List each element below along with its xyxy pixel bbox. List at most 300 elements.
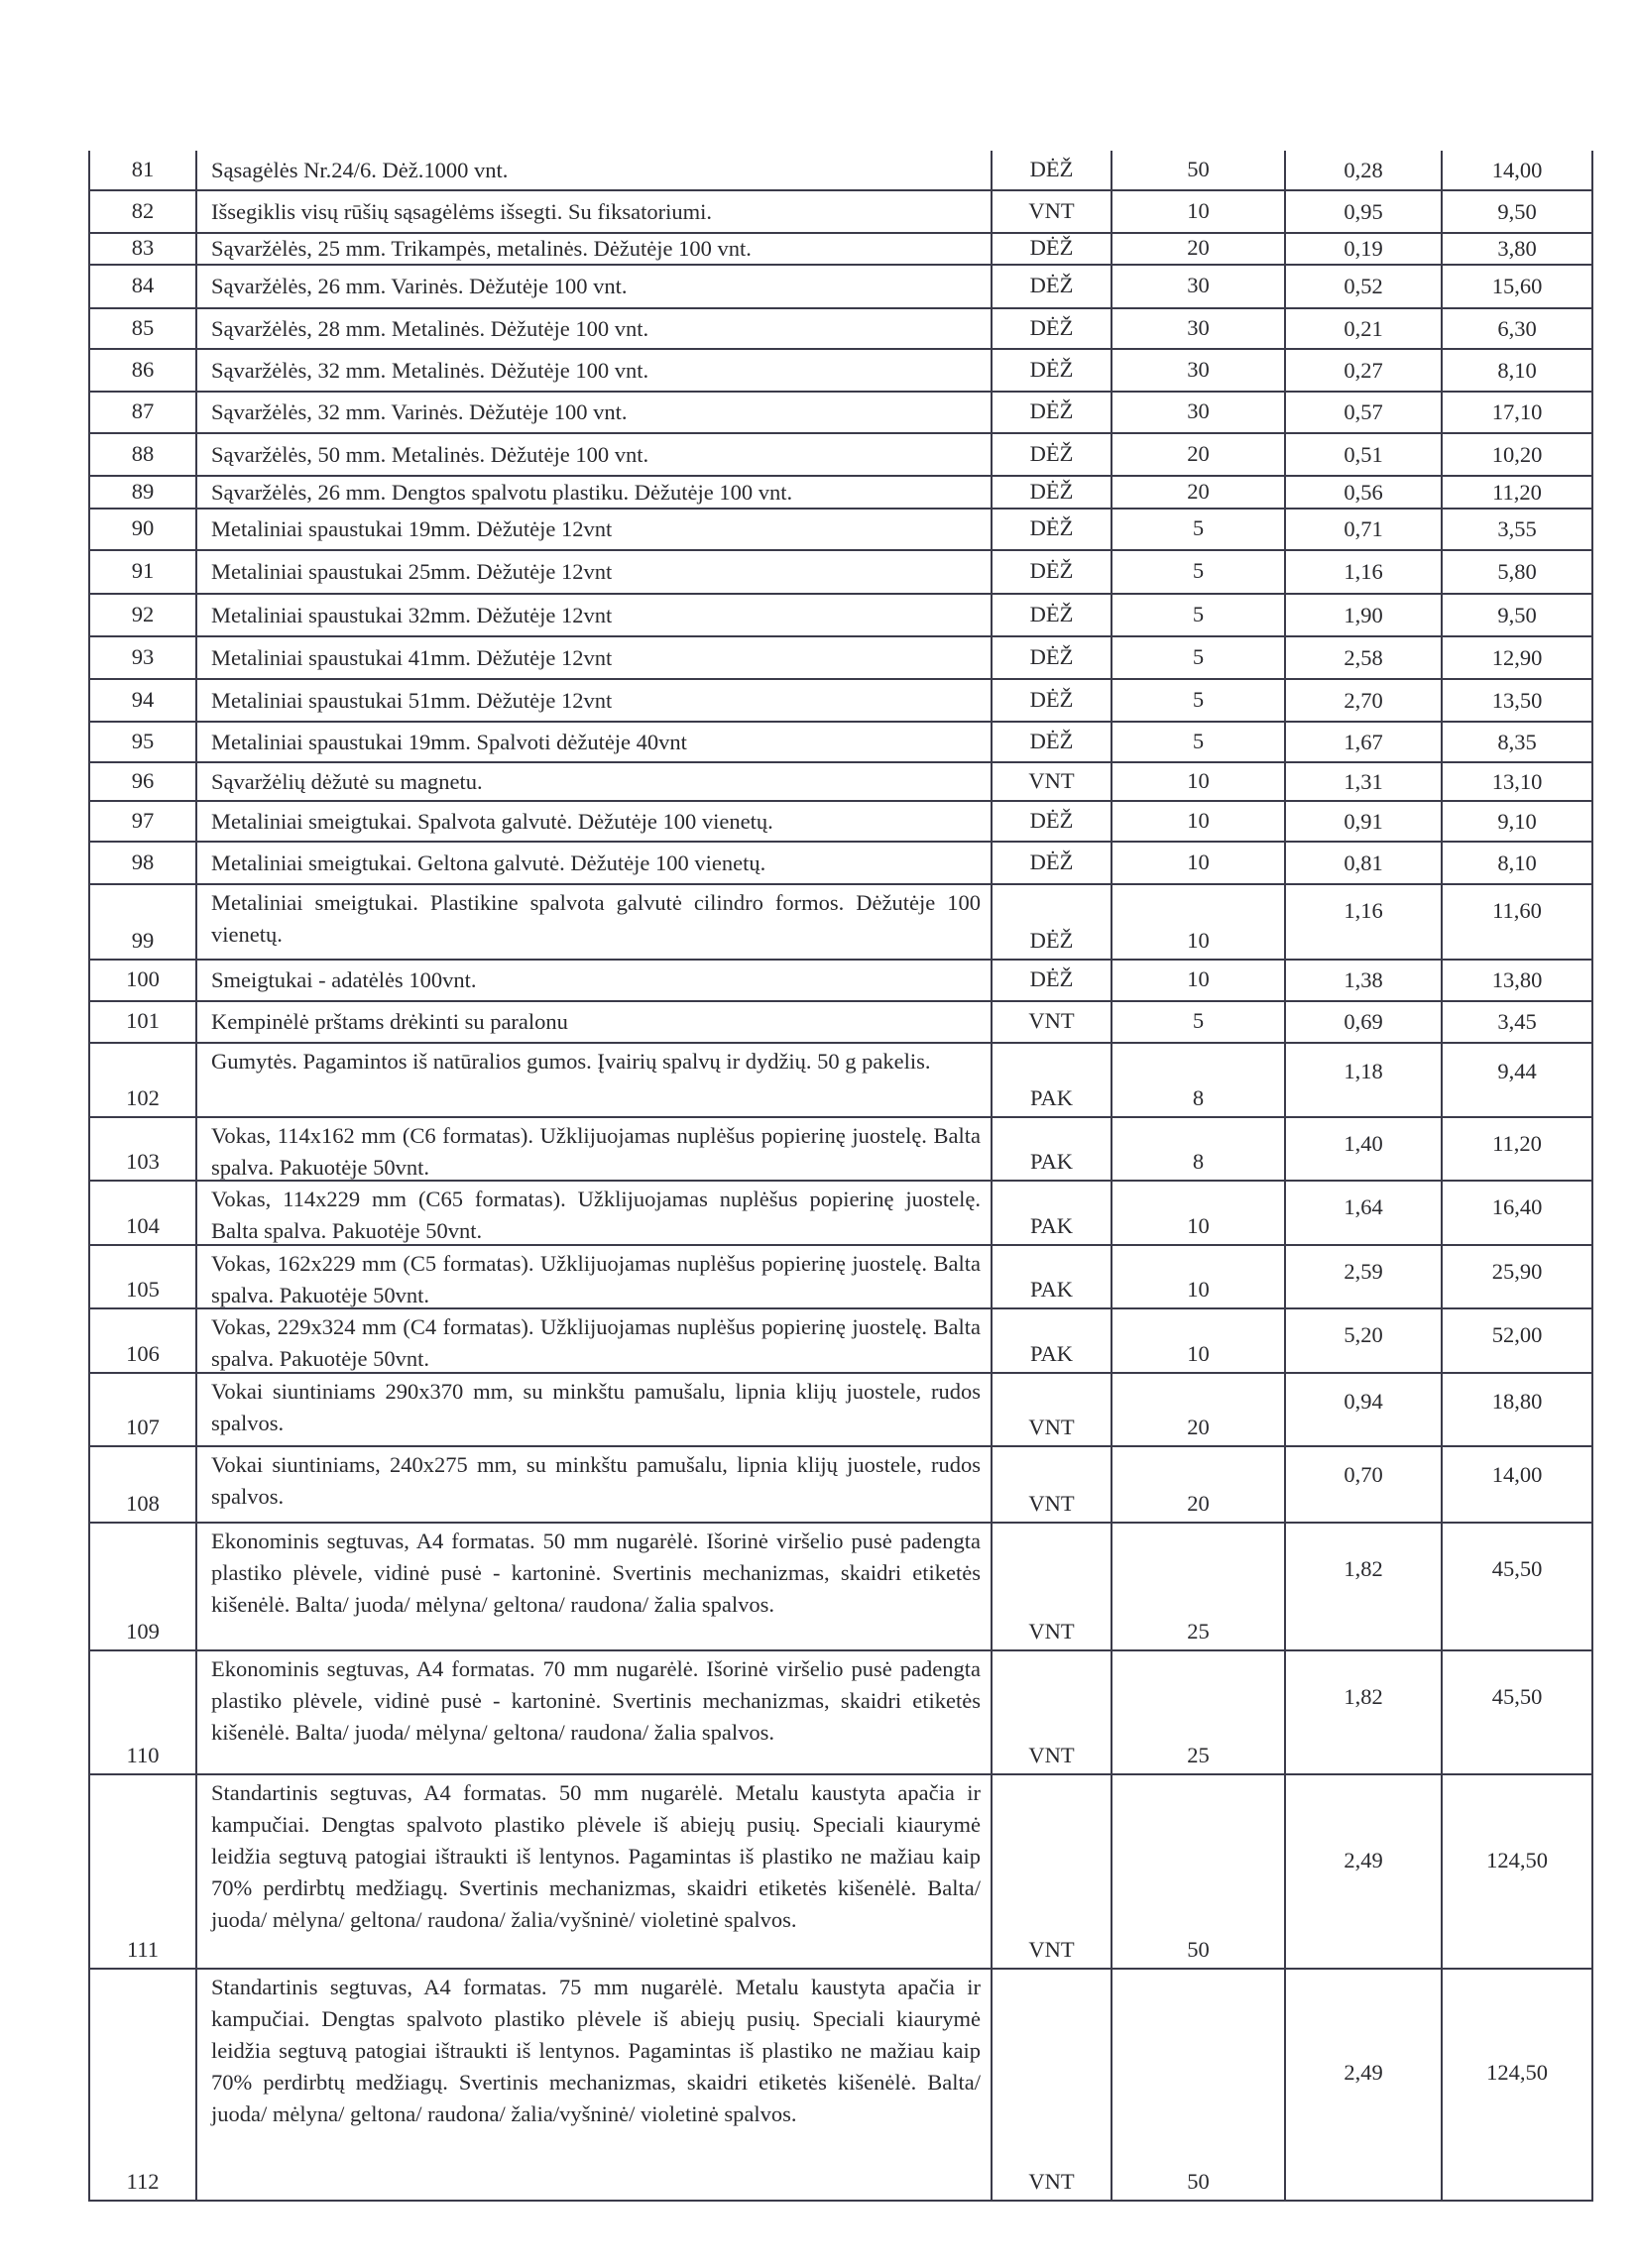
unit-price: 1,82 xyxy=(1344,1556,1383,1581)
line-total: 5,80 xyxy=(1497,559,1537,584)
quantity: 30 xyxy=(1187,314,1210,340)
unit-of-measure-cell xyxy=(991,309,1111,348)
item-description-cell xyxy=(195,885,991,959)
item-description: Išsegiklis visų rūšių sąsagėlėms išsegti. Su fiksatoriumi. xyxy=(211,198,712,224)
unit-of-measure-cell xyxy=(991,961,1111,1000)
item-description-cell xyxy=(195,266,991,307)
quantity-cell xyxy=(1111,1447,1284,1522)
item-description: Ekonominis segtuvas, A4 formatas. 50 mm nugarėlė. Išorinė viršelio pusė padengta plastiko plėvele, vidinė pusė - kartoninė. Svertinis mechanizmas, skaidri etiketės kišenėlė. Balta/ juoda/ mėlyna/ geltona/ raudona/ žalia spalvos. xyxy=(211,1529,981,1617)
unit-of-measure-cell xyxy=(991,191,1111,232)
unit-price-cell xyxy=(1284,234,1441,264)
item-description: Sąvaržėlės, 25 mm. Trikampės, metalinės. Dėžutėje 100 vnt. xyxy=(211,236,752,261)
line-total-cell xyxy=(1441,1775,1593,1968)
quantity-cell xyxy=(1111,595,1284,635)
unit-of-measure: PAK xyxy=(1030,1213,1073,1238)
item-description: Smeigtukai - adatėlės 100vnt. xyxy=(211,967,477,992)
line-total: 45,50 xyxy=(1491,1684,1543,1709)
item-description-cell xyxy=(195,1651,991,1773)
table-row xyxy=(88,843,1593,885)
unit-of-measure-cell xyxy=(991,393,1111,432)
table-row xyxy=(88,151,1593,191)
unit-price-cell xyxy=(1284,477,1441,508)
unit-of-measure: DĖŽ xyxy=(1029,515,1074,540)
quantity-cell xyxy=(1111,350,1284,391)
item-description-cell xyxy=(195,1182,991,1244)
table-row xyxy=(88,763,1593,802)
quantity: 5 xyxy=(1192,686,1205,712)
unit-price: 1,31 xyxy=(1344,768,1383,794)
unit-price: 0,94 xyxy=(1344,1389,1383,1414)
quantity: 5 xyxy=(1192,515,1205,540)
item-description-cell xyxy=(195,595,991,635)
unit-of-measure: PAK xyxy=(1030,1277,1073,1302)
item-description-cell xyxy=(195,637,991,678)
quantity-cell xyxy=(1111,802,1284,841)
row-number-cell xyxy=(88,266,195,307)
line-total-cell xyxy=(1441,1182,1593,1244)
row-number-cell xyxy=(88,434,195,475)
item-description-cell xyxy=(195,1309,991,1372)
item-description-cell xyxy=(195,680,991,721)
row-number-cell xyxy=(88,151,195,189)
line-total-cell xyxy=(1441,595,1593,635)
item-description-cell xyxy=(195,551,991,593)
table-row xyxy=(88,1309,1593,1374)
row-number: 81 xyxy=(131,156,155,181)
table-row xyxy=(88,266,1593,309)
table-row xyxy=(88,1246,1593,1309)
unit-of-measure: PAK xyxy=(1030,1085,1073,1110)
unit-of-measure: DĖŽ xyxy=(1029,849,1074,874)
quantity-cell xyxy=(1111,723,1284,761)
unit-price-cell xyxy=(1284,1374,1441,1445)
line-total: 11,20 xyxy=(1492,479,1542,505)
line-total-cell xyxy=(1441,1044,1593,1116)
unit-price-cell xyxy=(1284,1775,1441,1968)
quantity: 20 xyxy=(1187,478,1210,504)
unit-of-measure-cell xyxy=(991,1246,1111,1307)
quantity-cell xyxy=(1111,191,1284,232)
line-total-cell xyxy=(1441,1651,1593,1773)
line-total: 12,90 xyxy=(1491,644,1543,670)
quantity-cell xyxy=(1111,1309,1284,1372)
unit-of-measure-cell xyxy=(991,551,1111,593)
row-number: 112 xyxy=(126,2169,160,2194)
unit-of-measure-cell xyxy=(991,680,1111,721)
line-total: 25,90 xyxy=(1491,1259,1543,1284)
line-total: 17,10 xyxy=(1491,399,1543,424)
unit-price-cell xyxy=(1284,763,1441,800)
line-total: 3,45 xyxy=(1497,1009,1537,1034)
row-number-cell xyxy=(88,1118,195,1180)
item-description: Vokas, 114x229 mm (C65 formatas). Užklijuojamas nuplėšus popierinę juostelę. Balta spalva. Pakuotėje 50vnt. xyxy=(211,1187,981,1243)
unit-price: 2,49 xyxy=(1344,2060,1383,2085)
item-description-cell xyxy=(195,1246,991,1307)
table-row xyxy=(88,637,1593,680)
unit-price-cell xyxy=(1284,1002,1441,1042)
row-number-cell xyxy=(88,234,195,264)
unit-of-measure: DĖŽ xyxy=(1029,966,1074,991)
item-description: Metaliniai spaustukai 32mm. Dėžutėje 12vnt xyxy=(211,602,613,627)
item-description-cell xyxy=(195,477,991,508)
table-row xyxy=(88,309,1593,350)
unit-price-cell xyxy=(1284,595,1441,635)
unit-price-cell xyxy=(1284,551,1441,593)
line-total-cell xyxy=(1441,1309,1593,1372)
row-number-cell xyxy=(88,763,195,800)
item-description: Vokas, 162x229 mm (C5 formatas). Užklijuojamas nuplėšus popierinę juostelę. Balta spalva. Pakuotėje 50vnt. xyxy=(211,1251,981,1307)
table-row xyxy=(88,1651,1593,1775)
quantity: 10 xyxy=(1187,767,1210,793)
item-description-cell xyxy=(195,510,991,549)
row-number-cell xyxy=(88,477,195,508)
unit-price: 2,58 xyxy=(1344,644,1383,670)
line-total-cell xyxy=(1441,350,1593,391)
table-row xyxy=(88,723,1593,763)
unit-price-cell xyxy=(1284,723,1441,761)
row-number-cell xyxy=(88,191,195,232)
unit-of-measure-cell xyxy=(991,1002,1111,1042)
unit-price: 0,27 xyxy=(1344,357,1383,383)
unit-of-measure: DĖŽ xyxy=(1029,314,1074,340)
unit-price: 0,21 xyxy=(1344,315,1383,341)
unit-price-cell xyxy=(1284,434,1441,475)
quantity: 10 xyxy=(1187,1277,1210,1302)
table-row xyxy=(88,961,1593,1002)
row-number: 83 xyxy=(131,235,155,260)
item-description-cell xyxy=(195,843,991,883)
line-total: 13,50 xyxy=(1491,687,1543,713)
unit-of-measure: VNT xyxy=(1028,1743,1075,1767)
row-number-cell xyxy=(88,1182,195,1244)
row-number: 107 xyxy=(126,1415,160,1439)
item-description: Kempinėlė prštams drėkinti su paralonu xyxy=(211,1009,568,1034)
row-number: 90 xyxy=(131,515,155,540)
item-description: Metaliniai spaustukai 19mm. Spalvoti dėžutėje 40vnt xyxy=(211,729,687,754)
unit-price-cell xyxy=(1284,637,1441,678)
line-total-cell xyxy=(1441,309,1593,348)
table-row xyxy=(88,191,1593,234)
table-row xyxy=(88,1524,1593,1651)
unit-price: 0,51 xyxy=(1344,441,1383,467)
table-row xyxy=(88,1447,1593,1524)
unit-price-cell xyxy=(1284,1309,1441,1372)
item-description-cell xyxy=(195,234,991,264)
line-total-cell xyxy=(1441,1118,1593,1180)
row-number: 96 xyxy=(131,767,155,793)
quantity: 30 xyxy=(1187,356,1210,382)
row-number: 105 xyxy=(126,1277,160,1302)
unit-of-measure-cell xyxy=(991,1651,1111,1773)
unit-price: 1,90 xyxy=(1344,602,1383,627)
table-row xyxy=(88,434,1593,477)
quantity: 5 xyxy=(1192,1008,1205,1033)
unit-of-measure-cell xyxy=(991,1524,1111,1649)
line-total: 13,80 xyxy=(1491,967,1543,992)
row-number: 108 xyxy=(126,1491,160,1516)
unit-price: 2,49 xyxy=(1344,1848,1383,1872)
line-total-cell xyxy=(1441,1524,1593,1649)
quantity-cell xyxy=(1111,961,1284,1000)
quantity-cell xyxy=(1111,1118,1284,1180)
row-number: 98 xyxy=(131,849,155,874)
unit-price-cell xyxy=(1284,151,1441,189)
unit-of-measure: VNT xyxy=(1028,1415,1075,1439)
row-number: 110 xyxy=(126,1743,160,1767)
quantity-cell xyxy=(1111,1651,1284,1773)
item-description-cell xyxy=(195,1970,991,2200)
line-total-cell xyxy=(1441,551,1593,593)
unit-price: 1,16 xyxy=(1344,559,1383,584)
quantity-cell xyxy=(1111,637,1284,678)
unit-of-measure-cell xyxy=(991,1182,1111,1244)
quantity-cell xyxy=(1111,551,1284,593)
quantity: 10 xyxy=(1187,1213,1210,1238)
unit-of-measure-cell xyxy=(991,1447,1111,1522)
row-number-cell xyxy=(88,637,195,678)
table-row xyxy=(88,885,1593,961)
unit-of-measure-cell xyxy=(991,1374,1111,1445)
item-description-cell xyxy=(195,1524,991,1649)
item-description-cell xyxy=(195,802,991,841)
unit-price: 1,64 xyxy=(1344,1194,1383,1219)
line-total: 8,35 xyxy=(1497,729,1537,754)
line-total-cell xyxy=(1441,234,1593,264)
unit-price: 2,70 xyxy=(1344,687,1383,713)
item-description-cell xyxy=(195,1374,991,1445)
quantity-cell xyxy=(1111,763,1284,800)
item-description: Vokai siuntiniams 290x370 mm, su minkštu pamušalu, lipnia klijų juostele, rudos spalvos. xyxy=(211,1379,981,1435)
line-total-cell xyxy=(1441,843,1593,883)
item-description: Gumytės. Pagamintos iš natūralios gumos. Įvairių spalvų ir dydžių. 50 g pakelis. xyxy=(211,1049,931,1074)
quantity-cell xyxy=(1111,1970,1284,2200)
line-total: 14,00 xyxy=(1491,1462,1543,1487)
quantity: 20 xyxy=(1187,440,1210,466)
quantity-cell xyxy=(1111,843,1284,883)
line-total: 11,20 xyxy=(1492,1131,1542,1156)
quantity: 5 xyxy=(1192,601,1205,626)
row-number: 87 xyxy=(131,398,155,423)
quantity: 5 xyxy=(1192,728,1205,753)
unit-price-cell xyxy=(1284,350,1441,391)
item-description-cell xyxy=(195,434,991,475)
unit-price-cell xyxy=(1284,1447,1441,1522)
item-description-cell xyxy=(195,350,991,391)
quantity: 10 xyxy=(1187,966,1210,991)
row-number-cell xyxy=(88,1246,195,1307)
item-description: Sąvaržėlės, 50 mm. Metalinės. Dėžutėje 100 vnt. xyxy=(211,441,649,467)
row-number-cell xyxy=(88,885,195,959)
quantity: 8 xyxy=(1192,1085,1205,1110)
unit-of-measure: VNT xyxy=(1028,1491,1075,1516)
quantity-cell xyxy=(1111,151,1284,189)
quantity-cell xyxy=(1111,393,1284,432)
unit-of-measure: DĖŽ xyxy=(1029,235,1074,260)
table-row xyxy=(88,595,1593,637)
quantity-cell xyxy=(1111,266,1284,307)
table-row xyxy=(88,1970,1593,2202)
unit-of-measure-cell xyxy=(991,434,1111,475)
row-number-cell xyxy=(88,680,195,721)
unit-price: 1,16 xyxy=(1344,898,1383,923)
unit-of-measure: DĖŽ xyxy=(1029,928,1074,953)
quantity-cell xyxy=(1111,1182,1284,1244)
line-total-cell xyxy=(1441,393,1593,432)
row-number: 99 xyxy=(131,928,155,953)
table-row xyxy=(88,802,1593,843)
table-row xyxy=(88,1002,1593,1044)
unit-of-measure: VNT xyxy=(1028,197,1075,223)
table-row xyxy=(88,1775,1593,1970)
line-total-cell xyxy=(1441,1374,1593,1445)
item-description-cell xyxy=(195,961,991,1000)
table-row xyxy=(88,1374,1593,1447)
unit-of-measure-cell xyxy=(991,1775,1111,1968)
unit-of-measure: DĖŽ xyxy=(1029,156,1074,181)
unit-of-measure: DĖŽ xyxy=(1029,601,1074,626)
unit-price-cell xyxy=(1284,961,1441,1000)
quantity: 50 xyxy=(1187,2169,1210,2194)
item-description: Metaliniai spaustukai 51mm. Dėžutėje 12vnt xyxy=(211,687,613,713)
row-number: 104 xyxy=(126,1213,160,1238)
table-row xyxy=(88,393,1593,434)
item-description-cell xyxy=(195,723,991,761)
item-description-cell xyxy=(195,763,991,800)
row-number-cell xyxy=(88,1524,195,1649)
row-number: 97 xyxy=(131,807,155,833)
row-number: 91 xyxy=(131,558,155,583)
table-row xyxy=(88,1044,1593,1118)
unit-price-cell xyxy=(1284,843,1441,883)
unit-of-measure: DĖŽ xyxy=(1029,728,1074,753)
row-number-cell xyxy=(88,1002,195,1042)
unit-of-measure: DĖŽ xyxy=(1029,643,1074,669)
row-number: 82 xyxy=(131,197,155,223)
table-row xyxy=(88,234,1593,266)
unit-price: 0,56 xyxy=(1344,479,1383,505)
item-description-cell xyxy=(195,191,991,232)
quantity-cell xyxy=(1111,1044,1284,1116)
unit-price: 0,81 xyxy=(1344,850,1383,875)
unit-of-measure: VNT xyxy=(1028,1008,1075,1033)
unit-of-measure: PAK xyxy=(1030,1149,1073,1174)
quantity: 10 xyxy=(1187,928,1210,953)
unit-price: 0,69 xyxy=(1344,1009,1383,1034)
unit-of-measure-cell xyxy=(991,266,1111,307)
unit-price: 1,82 xyxy=(1344,1684,1383,1709)
quantity: 25 xyxy=(1187,1619,1210,1644)
unit-of-measure: VNT xyxy=(1028,2169,1075,2194)
unit-of-measure-cell xyxy=(991,151,1111,189)
quantity: 10 xyxy=(1187,849,1210,874)
item-description: Metaliniai smeigtukai. Geltona galvutė. Dėžutėje 100 vienetų. xyxy=(211,850,766,875)
row-number-cell xyxy=(88,1775,195,1968)
unit-of-measure-cell xyxy=(991,595,1111,635)
quantity-cell xyxy=(1111,1246,1284,1307)
unit-of-measure: DĖŽ xyxy=(1029,273,1074,297)
row-number-cell xyxy=(88,551,195,593)
unit-price-cell xyxy=(1284,510,1441,549)
unit-of-measure-cell xyxy=(991,510,1111,549)
quantity: 50 xyxy=(1187,156,1210,181)
row-number-cell xyxy=(88,595,195,635)
line-total: 11,60 xyxy=(1492,898,1542,923)
line-total-cell xyxy=(1441,510,1593,549)
unit-price-cell xyxy=(1284,266,1441,307)
line-total-cell xyxy=(1441,1002,1593,1042)
unit-price-cell xyxy=(1284,1182,1441,1244)
quantity-cell xyxy=(1111,510,1284,549)
line-total: 10,20 xyxy=(1491,441,1543,467)
row-number: 109 xyxy=(126,1619,160,1644)
unit-of-measure: DĖŽ xyxy=(1029,356,1074,382)
unit-price: 1,67 xyxy=(1344,729,1383,754)
table-row xyxy=(88,680,1593,723)
line-total: 9,50 xyxy=(1497,198,1537,224)
quantity-cell xyxy=(1111,477,1284,508)
unit-price-cell xyxy=(1284,309,1441,348)
item-description: Standartinis segtuvas, A4 formatas. 75 mm nugarėlė. Metalu kaustyta apačia ir kampučiai. Dengtas spalvoto plastiko plėvele iš abiejų pusių. Speciali kiaurymė leidžia segtuvą patogiai ištraukti iš lentynos. Pagamintas iš plastiko ne mažiau kaip 70% perdirbtų medžiagų. Svertinis mechanizmas, skaidri etiketės kišenėlė. Balta/ juoda/ mėlyna/ geltona/ raudona/ žalia/vyšninė/ violetinė spalvos. xyxy=(211,1975,981,2126)
unit-of-measure-cell xyxy=(991,723,1111,761)
quantity: 8 xyxy=(1192,1149,1205,1174)
quantity: 30 xyxy=(1187,398,1210,423)
item-description: Sąvaržėlių dėžutė su magnetu. xyxy=(211,768,483,794)
line-total-cell xyxy=(1441,477,1593,508)
line-total-cell xyxy=(1441,191,1593,232)
quantity: 20 xyxy=(1187,1415,1210,1439)
unit-price: 0,70 xyxy=(1344,1462,1383,1487)
row-number-cell xyxy=(88,510,195,549)
unit-price: 1,18 xyxy=(1344,1059,1383,1083)
unit-price: 0,91 xyxy=(1344,808,1383,834)
item-description: Sąsagėlės Nr.24/6. Dėž.1000 vnt. xyxy=(211,157,509,182)
unit-price-cell xyxy=(1284,1970,1441,2200)
unit-price-cell xyxy=(1284,393,1441,432)
item-description: Ekonominis segtuvas, A4 formatas. 70 mm nugarėlė. Išorinė viršelio pusė padengta plastiko plėvele, vidinė pusė - kartoninė. Svertinis mechanizmas, skaidri etiketės kišenėlė. Balta/ juoda/ mėlyna/ geltona/ raudona/ žalia spalvos. xyxy=(211,1656,981,1745)
quantity-cell xyxy=(1111,680,1284,721)
quantity: 20 xyxy=(1187,235,1210,260)
line-total: 3,55 xyxy=(1497,516,1537,541)
row-number: 92 xyxy=(131,601,155,626)
row-number: 106 xyxy=(126,1341,160,1366)
unit-price-cell xyxy=(1284,1118,1441,1180)
quantity: 10 xyxy=(1187,1341,1210,1366)
unit-of-measure: DĖŽ xyxy=(1029,440,1074,466)
table-row xyxy=(88,1182,1593,1246)
line-total-cell xyxy=(1441,1447,1593,1522)
quantity-cell xyxy=(1111,1524,1284,1649)
row-number-cell xyxy=(88,393,195,432)
row-number-cell xyxy=(88,1374,195,1445)
line-total: 124,50 xyxy=(1486,2060,1548,2085)
unit-of-measure-cell xyxy=(991,350,1111,391)
line-total: 15,60 xyxy=(1491,274,1543,298)
unit-price-cell xyxy=(1284,680,1441,721)
row-number: 111 xyxy=(126,1937,160,1962)
line-total: 8,10 xyxy=(1497,850,1537,875)
quantity: 25 xyxy=(1187,1743,1210,1767)
line-total-cell xyxy=(1441,637,1593,678)
row-number: 95 xyxy=(131,728,155,753)
row-number: 93 xyxy=(131,643,155,669)
row-number: 84 xyxy=(131,273,155,297)
quantity: 50 xyxy=(1187,1937,1210,1962)
quantity: 10 xyxy=(1187,807,1210,833)
unit-of-measure-cell xyxy=(991,234,1111,264)
row-number-cell xyxy=(88,843,195,883)
row-number: 85 xyxy=(131,314,155,340)
item-description-cell xyxy=(195,1775,991,1968)
